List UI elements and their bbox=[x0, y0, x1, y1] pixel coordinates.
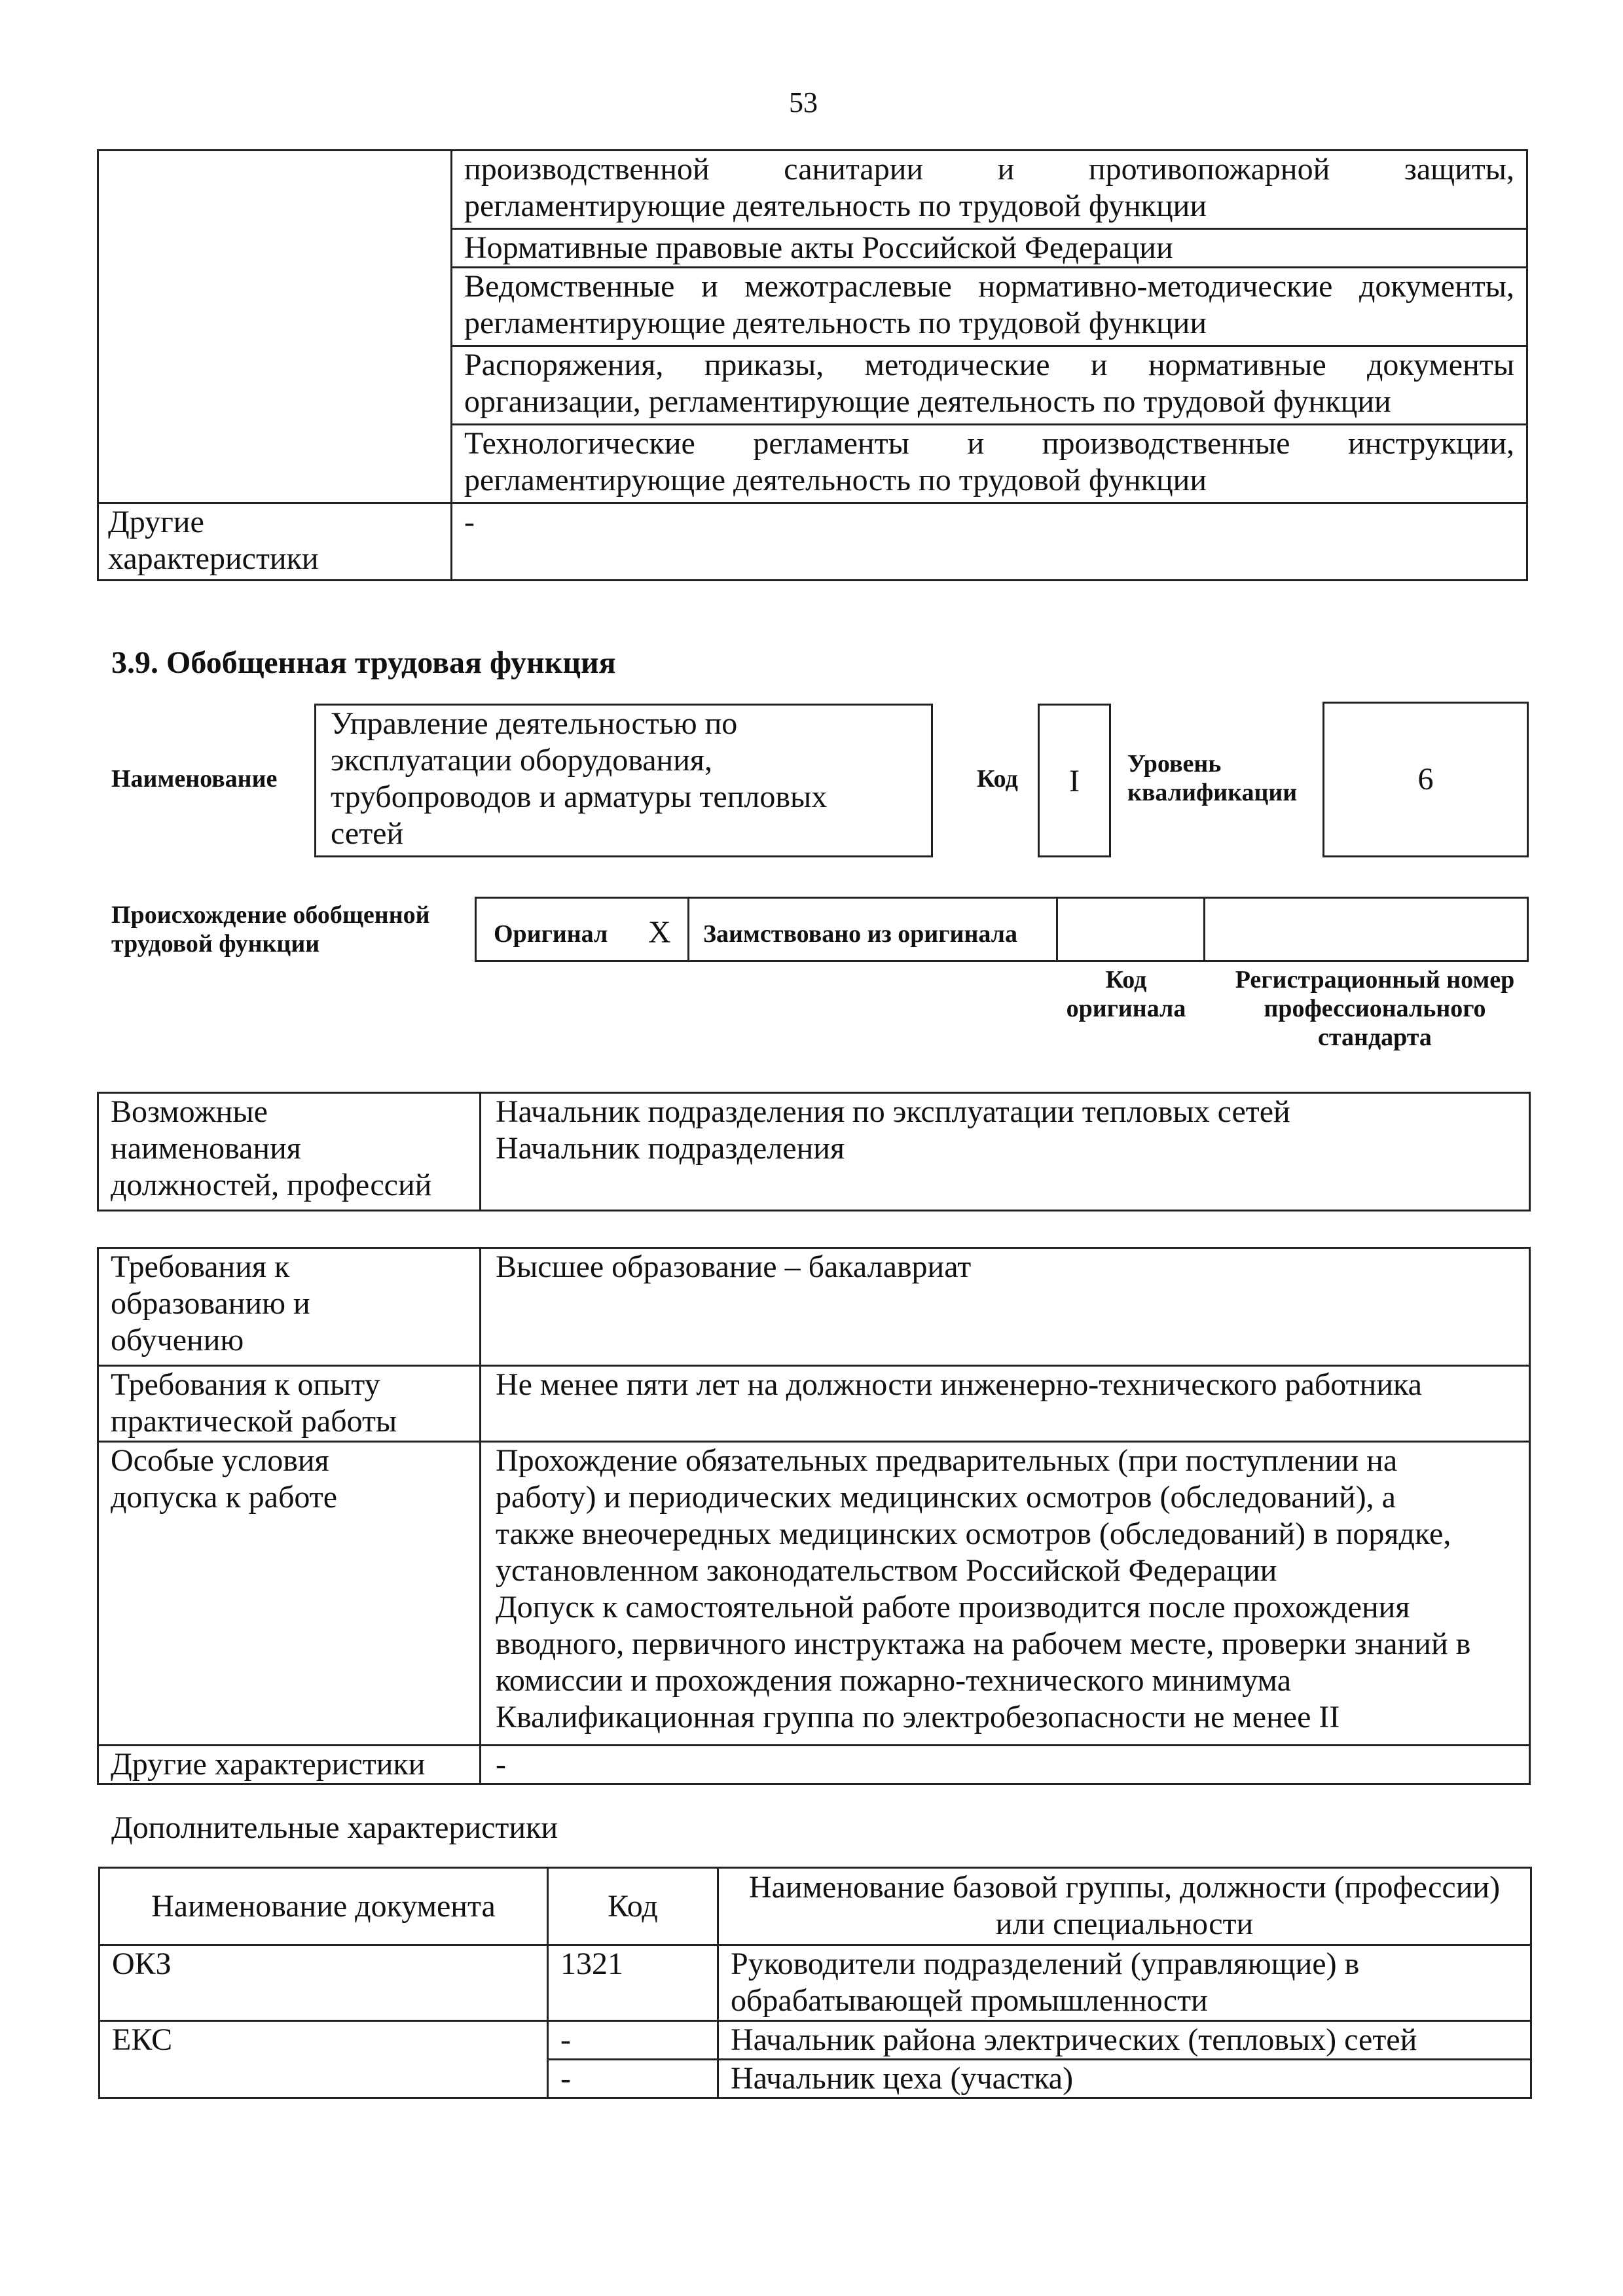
divider bbox=[1056, 899, 1058, 960]
conditions-label: Особые условия допуска к работе bbox=[98, 1442, 481, 1746]
positions-table bbox=[97, 1092, 1531, 1211]
function-name-box: Управление деятельностью по эксплуатации оборудования, трубопроводов и арматуры тепловых сетей bbox=[314, 704, 933, 857]
experience-label: Требования к опыту практической работы bbox=[98, 1366, 481, 1442]
original-mark: X bbox=[648, 915, 671, 950]
top-row-2: Нормативные правовые акты Российской Федерации bbox=[452, 229, 1527, 268]
experience-value: Не менее пяти лет на должности инженерно-технического работника bbox=[481, 1366, 1530, 1442]
table-row-name: Начальник цеха (участка) bbox=[718, 2060, 1531, 2098]
positions-label: Возможные наименования должностей, профессий bbox=[98, 1093, 481, 1211]
borrowed-label: Заимствовано из оригинала bbox=[703, 920, 1017, 948]
registration-number-caption: Регистрационный номер профессионального стандарта bbox=[1235, 966, 1515, 1051]
code-of-original-caption: Код оригинала bbox=[1066, 966, 1186, 1022]
code-label: Код bbox=[977, 765, 1018, 793]
name-label: Наименование bbox=[111, 765, 278, 793]
other-label: Другие характеристики bbox=[98, 1746, 481, 1784]
table-row-doc: ОКЗ bbox=[100, 1945, 548, 2021]
section-title: 3.9. Обобщенная трудовая функция bbox=[111, 645, 616, 680]
col-code-header: Код bbox=[548, 1868, 718, 1945]
divider bbox=[1203, 899, 1205, 960]
top-row-1: производственной санитарии и противопожарной защиты, регламентирующие деятельность по трудовой функции bbox=[452, 151, 1527, 229]
table-row-code: - bbox=[548, 2060, 718, 2098]
positions-values: Начальник подразделения по эксплуатации тепловых сетей Начальник подразделения bbox=[481, 1093, 1530, 1211]
conditions-value: Прохождение обязательных предварительных (при поступлении на работу) и периодических медицинских осмотров (обследований), а также внеочередных медицинских осмотров (обследований) в порядке, установленном законодательством Российской Федерации Допуск к самостоятельной работе производится после прохождения вводного, первичного инструктажа на рабочем месте, проверки знаний в комиссии и прохождения пожарно-технического минимума Квалификационная группа по электробезопасности не менее II bbox=[481, 1442, 1530, 1746]
level-value-box: 6 bbox=[1322, 702, 1529, 857]
origin-table bbox=[475, 897, 1529, 962]
col-name-header: Наименование базовой группы, должности (профессии) или специальности bbox=[718, 1868, 1531, 1945]
divider bbox=[687, 899, 689, 960]
other-characteristics-value: - bbox=[452, 503, 1527, 581]
table-row-name: Начальник района электрических (тепловых) сетей bbox=[718, 2021, 1531, 2060]
top-table bbox=[97, 149, 1528, 581]
other-value: - bbox=[481, 1746, 1530, 1784]
level-label: Уровень квалификации bbox=[1127, 750, 1298, 806]
additional-table bbox=[98, 1867, 1532, 2099]
top-row-5: Технологические регламенты и производственные инструкции, регламентирующие деятельность по трудовой функции bbox=[452, 425, 1527, 503]
table-row-name: Руководители подразделений (управляющие) в обрабатывающей промышленности bbox=[718, 1945, 1531, 2021]
requirements-table bbox=[97, 1247, 1531, 1785]
code-value-box: I bbox=[1038, 704, 1111, 857]
origin-label: Происхождение обобщенной трудовой функции bbox=[111, 901, 430, 958]
col-doc-header: Наименование документа bbox=[100, 1868, 548, 1945]
education-label: Требования к образованию и обучению bbox=[98, 1248, 481, 1366]
original-label: Оригинал bbox=[494, 920, 608, 948]
table-row-doc: ЕКС bbox=[100, 2021, 548, 2098]
top-row-3: Ведомственные и межотраслевые нормативно-методические документы, регламентирующие деятельность по трудовой функции bbox=[452, 268, 1527, 346]
table-row-code: - bbox=[548, 2021, 718, 2060]
other-characteristics-label: Другие характеристики bbox=[98, 503, 452, 581]
top-row-4: Распоряжения, приказы, методические и нормативные документы организации, регламентирующие деятельность по трудовой функции bbox=[452, 346, 1527, 425]
empty-label-cell bbox=[98, 151, 452, 503]
table-row-code: 1321 bbox=[548, 1945, 718, 2021]
additional-title: Дополнительные характеристики bbox=[111, 1810, 558, 1845]
page-number: 53 bbox=[789, 86, 818, 118]
education-value: Высшее образование – бакалавриат bbox=[481, 1248, 1530, 1366]
